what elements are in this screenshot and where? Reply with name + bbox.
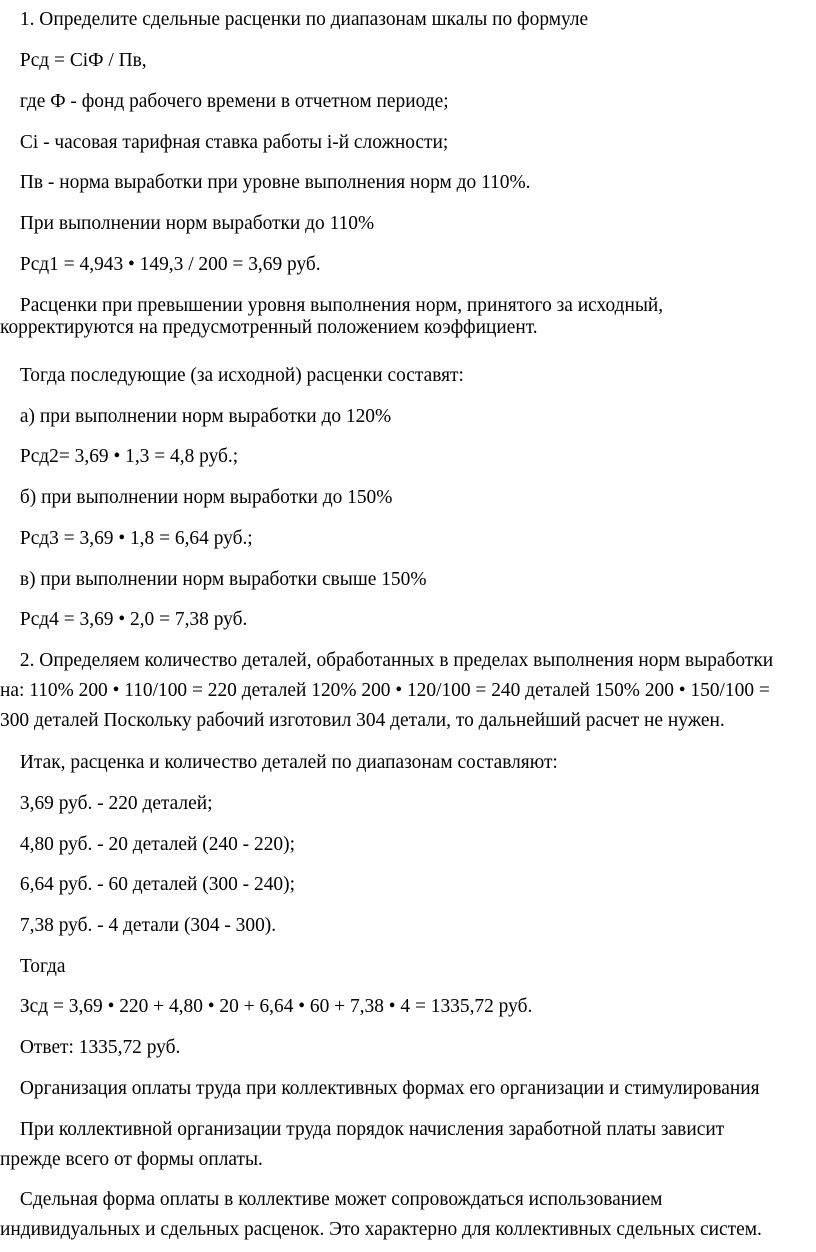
text-line: Ответ: 1335,72 руб. xyxy=(19,1037,181,1058)
formula-line xyxy=(0,50,816,72)
paragraph xyxy=(0,650,816,732)
text-line: где Ф - фонд рабочего времени в отчетном периоде; xyxy=(19,91,449,112)
formula-line xyxy=(0,254,816,276)
paragraph xyxy=(0,9,816,31)
text-line: Рсд1 = 4,943 • 149,3 / 200 = 3,69 руб. xyxy=(19,254,321,275)
paragraph xyxy=(0,213,816,235)
paragraph xyxy=(0,752,816,774)
text-line: 1. Определите сдельные расценки по диапазонам шкалы по формуле xyxy=(19,9,589,30)
paragraph xyxy=(0,132,816,154)
text-line: 4,80 руб. - 20 деталей (240 - 220); xyxy=(19,834,295,855)
paragraph xyxy=(0,956,816,978)
text-line: Расценки при превышении уровня выполнения норм, принятого за исходный, xyxy=(19,295,664,316)
text-line: 3,69 руб. - 220 деталей; xyxy=(19,793,213,814)
paragraph xyxy=(0,487,816,509)
text-line: Рсд4 = 3,69 • 2,0 = 7,38 руб. xyxy=(19,609,248,630)
text-line: 6,64 руб. - 60 деталей (300 - 240); xyxy=(19,874,295,895)
text-line: Рсд3 = 3,69 • 1,8 = 6,64 руб.; xyxy=(19,528,253,549)
paragraph xyxy=(0,172,816,194)
paragraph xyxy=(0,406,816,428)
text-line: Итак, расценка и количество деталей по диапазонам составляют: xyxy=(19,752,558,773)
text-line: в) при выполнении норм выработки свыше 150% xyxy=(19,569,427,590)
text-line: Тогда xyxy=(19,956,66,977)
formula-line xyxy=(0,446,816,468)
list-item xyxy=(0,915,816,937)
list-item xyxy=(0,834,816,856)
text-line: Рсд2= 3,69 • 1,3 = 4,8 руб.; xyxy=(19,446,239,467)
text-line: 300 деталей Поскольку рабочий изготовил 304 детали, то дальнейший расчет не нужен. xyxy=(0,710,725,731)
text-line: Сi - часовая тарифная ставка работы i-й сложности; xyxy=(19,132,449,153)
section-heading xyxy=(0,1078,816,1100)
paragraph xyxy=(0,295,816,339)
paragraph xyxy=(0,1189,816,1241)
text-line: При коллективной организации труда порядок начисления заработной платы зависит xyxy=(19,1119,725,1140)
text-line: индивидуальных и сдельных расценок. Это характерно для коллективных сдельных систем. xyxy=(0,1219,762,1240)
text-line: на: 110% 200 • 110/100 = 220 деталей 120% 200 • 120/100 = 240 деталей 150% 200 • 150/100 = xyxy=(0,680,770,701)
text-line: 7,38 руб. - 4 детали (304 - 300). xyxy=(19,915,277,936)
text-line: Тогда последующие (за исходной) расценки составят: xyxy=(19,365,464,386)
list-item xyxy=(0,793,816,815)
text-line: б) при выполнении норм выработки до 150% xyxy=(19,487,393,508)
text-line: Сдельная форма оплаты в коллективе может сопровождаться использованием xyxy=(19,1189,663,1210)
text-line: Организация оплаты труда при коллективных формах его организации и стимулирования xyxy=(19,1078,760,1099)
text-line: а) при выполнении норм выработки до 120% xyxy=(19,406,392,427)
text-line: Рсд = СiФ / Пв, xyxy=(19,50,147,71)
text-line: корректируются на предусмотренный положением коэффициент. xyxy=(0,317,538,338)
text-line: Пв - норма выработки при уровне выполнения норм до 110%. xyxy=(19,172,531,193)
formula-line xyxy=(0,996,816,1018)
paragraph xyxy=(0,1119,816,1171)
text-line: 2. Определяем количество деталей, обработанных в пределах выполнения норм выработки xyxy=(19,650,774,671)
paragraph xyxy=(0,91,816,113)
text-line: прежде всего от формы оплаты. xyxy=(0,1149,263,1170)
paragraph xyxy=(0,365,816,387)
formula-line xyxy=(0,528,816,550)
answer-line xyxy=(0,1037,816,1059)
list-item xyxy=(0,874,816,896)
text-line: Зсд = 3,69 • 220 + 4,80 • 20 + 6,64 • 60 + 7,38 • 4 = 1335,72 руб. xyxy=(19,996,533,1017)
paragraph xyxy=(0,569,816,591)
text-line: При выполнении норм выработки до 110% xyxy=(19,213,375,234)
formula-line xyxy=(0,609,816,631)
